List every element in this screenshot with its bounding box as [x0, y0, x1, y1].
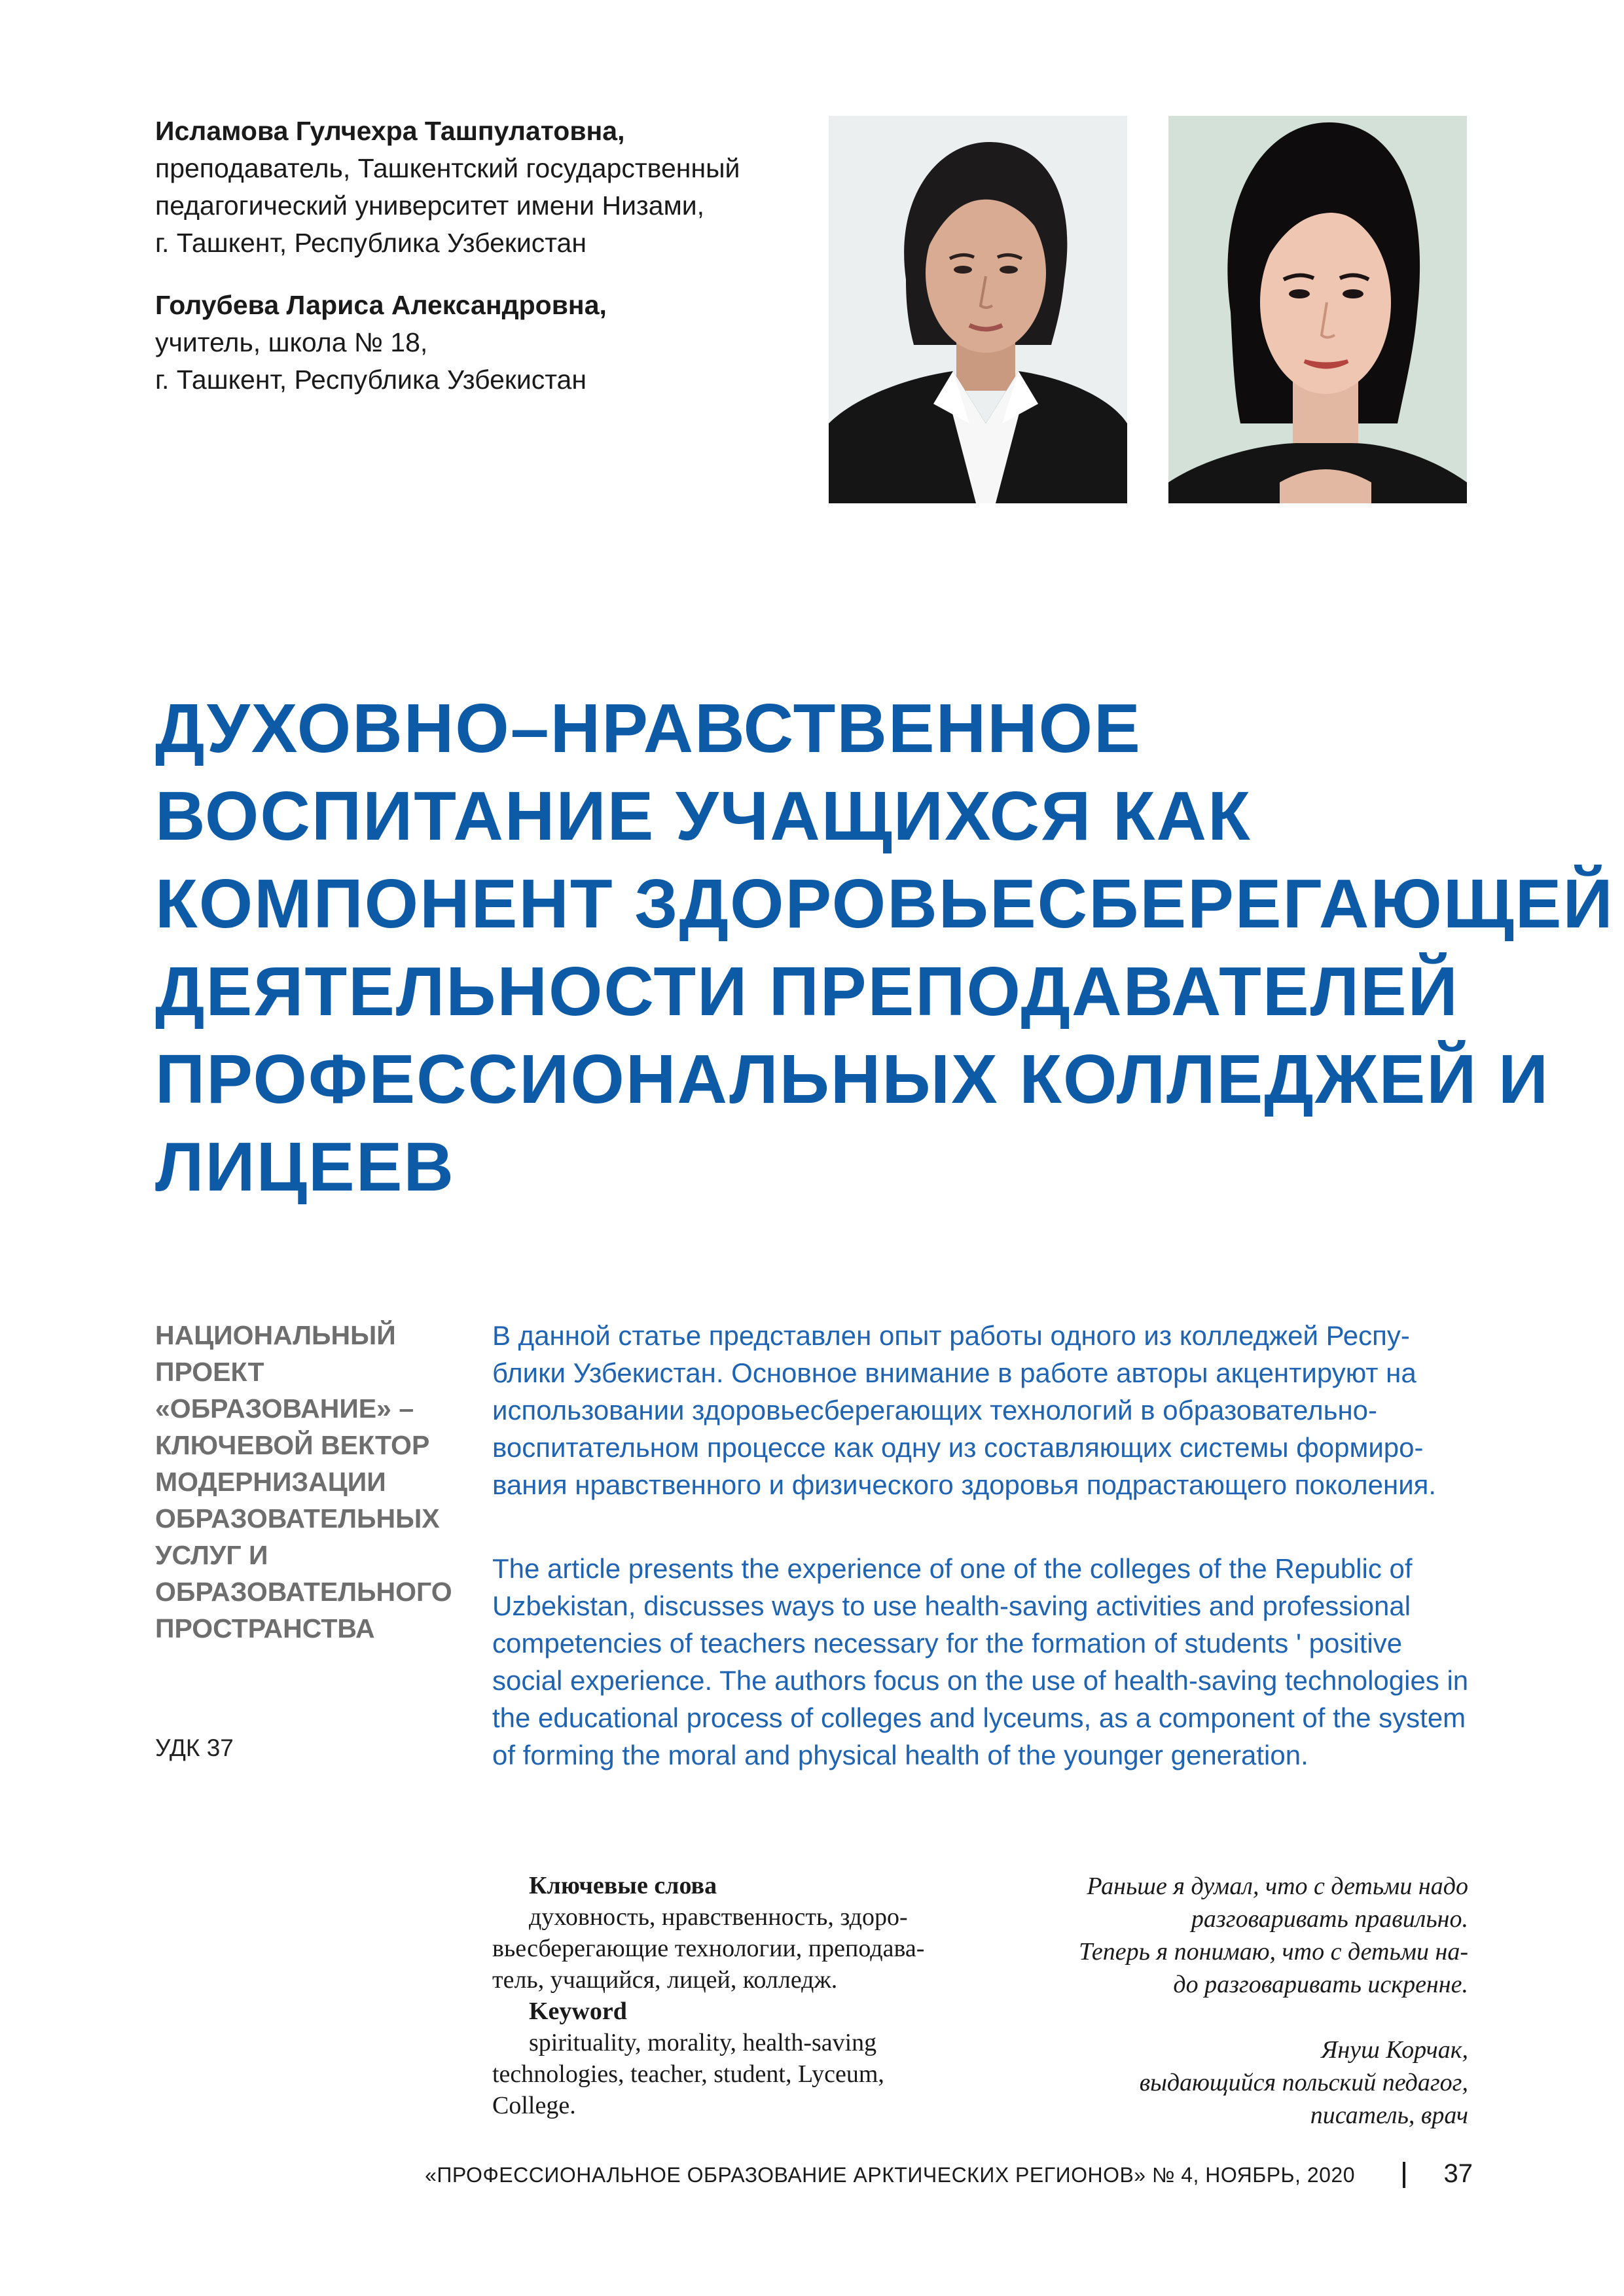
author-1-photo: [829, 116, 1127, 503]
author-2-affiliation-line: учитель, школа № 18,: [155, 327, 428, 357]
author-2: [155, 287, 810, 399]
keywords-ru-line: тель, учащийся, лицей, колледж.: [492, 1966, 838, 1994]
abstract-line: the educational process of colleges and lyceums, as a component of the system: [492, 1702, 1466, 1733]
epigraph-quote-line: разговаривать правильно.: [1191, 1905, 1468, 1933]
title-line: ДУХОВНО–НРАВСТВЕННОЕ: [155, 690, 1142, 767]
section-heading-line: ПРОЕКТ: [155, 1357, 264, 1387]
title-line: ДЕЯТЕЛЬНОСТИ ПРЕПОДАВАТЕЛЕЙ: [155, 953, 1459, 1030]
keywords-ru-title: Ключевые слова: [529, 1872, 717, 1899]
author-1-name: Исламова Гулчехра Ташпулатовна,: [155, 116, 625, 146]
epigraph-quote-line: до разговаривать искренне.: [1173, 1971, 1468, 1998]
abstract-line: В данной статье представлен опыт работы одного из колледжей Респу-: [492, 1320, 1410, 1351]
author-2-name: Голубева Лариса Александровна,: [155, 290, 607, 320]
epigraph-attribution-line: писатель, врач: [1310, 2102, 1468, 2129]
footer-divider: [1403, 2162, 1405, 2188]
section-heading-line: НАЦИОНАЛЬНЫЙ: [155, 1320, 396, 1350]
section-heading-line: МОДЕРНИЗАЦИИ: [155, 1467, 386, 1497]
keywords-en-line: College.: [492, 2092, 576, 2119]
abstract-line: Uzbekistan, discusses ways to use health-saving activities and professional: [492, 1590, 1411, 1621]
section-heading-line: ПРОСТРАНСТВА: [155, 1613, 375, 1643]
section-heading: [155, 1317, 463, 1647]
keywords-en-line: spirituality, morality, health-saving: [529, 2029, 877, 2056]
section-heading-line: ОБРАЗОВАТЕЛЬНЫХ: [155, 1503, 440, 1534]
section-heading-line: ОБРАЗОВАТЕЛЬНОГО: [155, 1577, 452, 1607]
epigraph-attribution-line: Януш Корчак,: [1321, 2036, 1468, 2064]
epigraph-quote-line: Теперь я понимаю, что с детьми на-: [1079, 1938, 1468, 1965]
abstract-line: воспитательном процессе как одну из составляющих системы формиро-: [492, 1432, 1424, 1463]
page-number: 37: [1443, 2159, 1473, 2188]
keywords-ru-line: вьесберегающие технологии, преподава-: [492, 1935, 925, 1962]
title-line: КОМПОНЕНТ ЗДОРОВЬЕСБЕРЕГАЮЩЕЙ: [155, 865, 1614, 942]
abstract-line: блики Узбекистан. Основное внимание в работе авторы акцентируют на: [492, 1357, 1416, 1388]
title-line: ЛИЦЕЕВ: [155, 1128, 455, 1206]
abstract-line: of forming the moral and physical health of the younger generation.: [492, 1740, 1308, 1770]
abstract-line: social experience. The authors focus on the use of health-saving technologies in: [492, 1665, 1469, 1696]
title-line: ПРОФЕССИОНАЛЬНЫХ КОЛЛЕДЖЕЙ И: [155, 1041, 1550, 1118]
keywords-section: [492, 1870, 1000, 2121]
section-heading-line: «ОБРАЗОВАНИЕ» –: [155, 1393, 414, 1424]
epigraph-spacer: [1010, 2001, 1468, 2034]
author-1: [155, 113, 810, 262]
abstract-line: competencies of teachers necessary for the formation of students ' positive: [492, 1628, 1403, 1659]
keywords-en-line: technologies, teacher, student, Lyceum,: [492, 2060, 884, 2088]
article-title: [155, 685, 1614, 1211]
abstract-russian: [492, 1317, 1474, 1503]
epigraph-attribution-line: выдающийся польский педагог,: [1139, 2069, 1468, 2096]
author-info: [155, 113, 810, 423]
journal-name: «ПРОФЕССИОНАЛЬНОЕ ОБРАЗОВАНИЕ АРКТИЧЕСКИХ РЕГИОНОВ» № 4, НОЯБРЬ, 2020: [425, 2163, 1355, 2187]
abstract-english: [492, 1550, 1474, 1774]
udk-code: УДК 37: [155, 1734, 234, 1761]
abstract-line: использовании здоровьесберегающих технологий в образовательно-: [492, 1395, 1378, 1426]
section-heading-line: УСЛУГ И: [155, 1540, 268, 1570]
author-1-affiliation-line: педагогический университет имени Низами,: [155, 190, 705, 221]
author-1-affiliation-line: г. Ташкент, Республика Узбекистан: [155, 228, 587, 258]
epigraph-quote-line: Раньше я думал, что с детьми надо: [1087, 1873, 1468, 1900]
keywords-ru-line: духовность, нравственность, здоро-: [529, 1903, 908, 1931]
author-1-affiliation-line: преподаватель, Ташкентский государственный: [155, 153, 740, 183]
title-line: ВОСПИТАНИЕ УЧАЩИХСЯ КАК: [155, 778, 1252, 855]
author-2-affiliation-line: г. Ташкент, Республика Узбекистан: [155, 365, 587, 395]
abstract-line: The article presents the experience of one of the colleges of the Republic of: [492, 1553, 1413, 1584]
author-2-photo: [1168, 116, 1467, 503]
abstract-line: вания нравственного и физического здоровья подрастающего поколения.: [492, 1469, 1437, 1500]
epigraph: [1010, 1870, 1468, 2132]
section-heading-line: КЛЮЧЕВОЙ ВЕКТОР: [155, 1430, 430, 1460]
keywords-en-title: Keyword: [529, 1998, 627, 2025]
